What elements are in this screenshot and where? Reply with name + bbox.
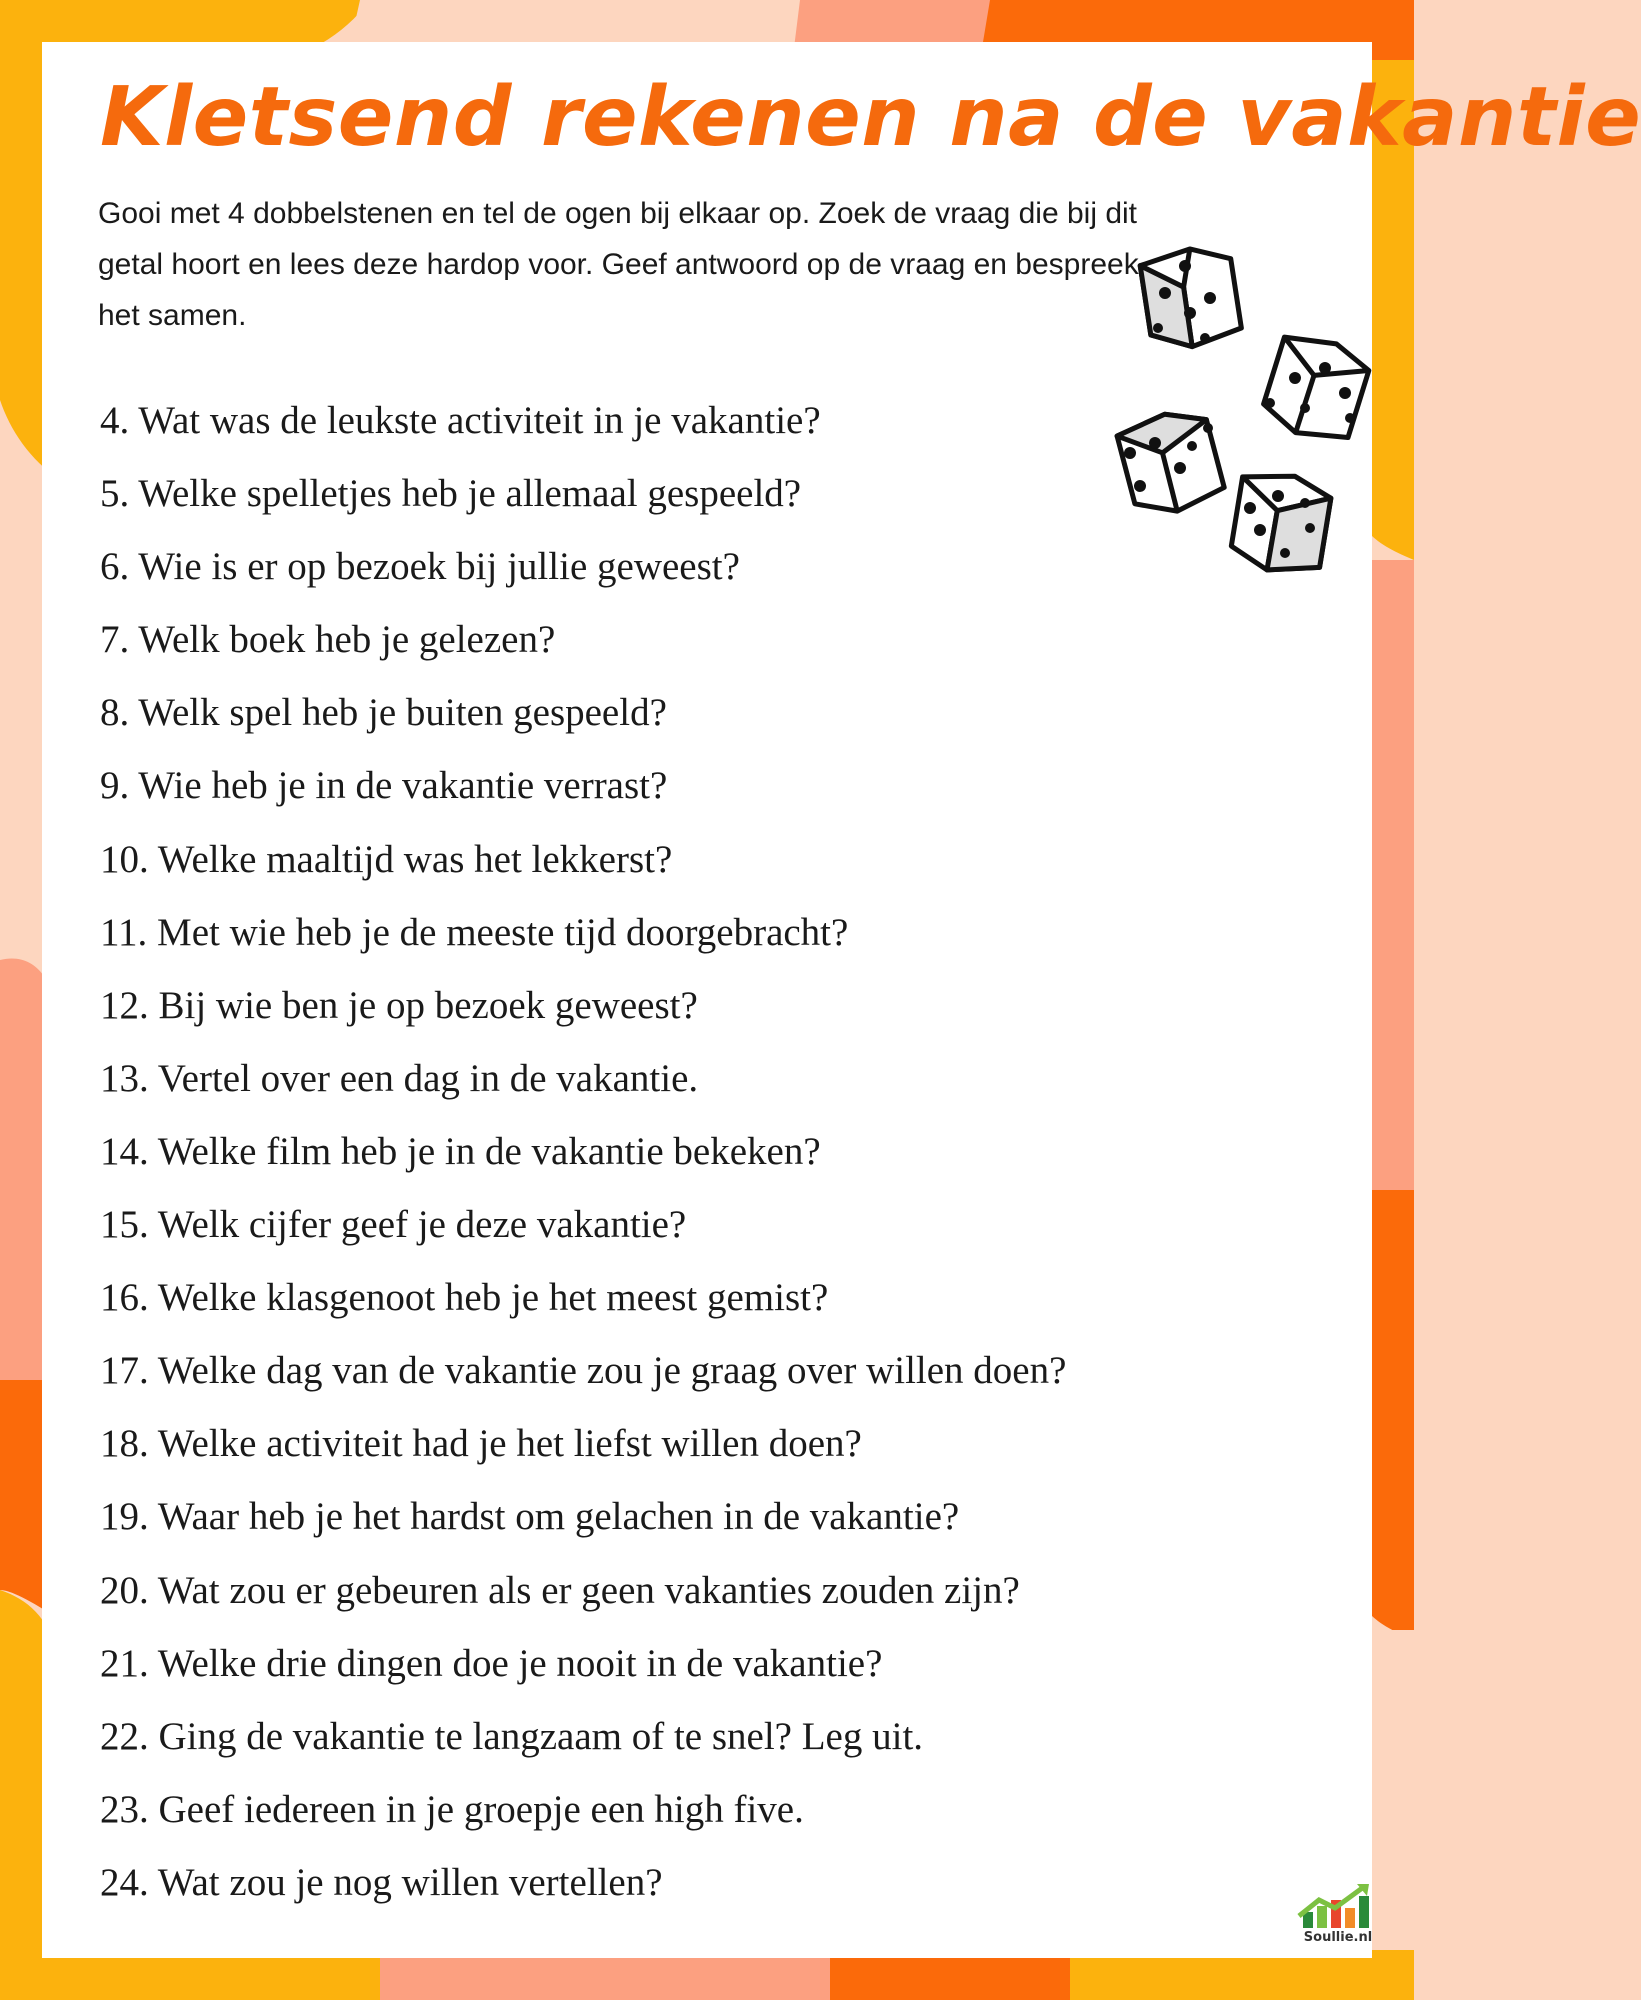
question-item: 17. Welke dag van de vakantie zou je graag over willen doen? [100,1349,1067,1393]
question-item: 7. Welk boek heb je gelezen? [100,618,556,662]
question-item: 16. Welke klasgenoot heb je het meest gemist? [100,1276,829,1320]
page-title: Kletsend rekenen na de vakantie [100,70,1641,165]
question-item: 9. Wie heb je in de vakantie verrast? [100,764,668,808]
question-item: 8. Welk spel heb je buiten gespeeld? [100,691,667,735]
question-item: 6. Wie is er op bezoek bij jullie geweest? [100,545,740,589]
worksheet-card [42,42,1641,1958]
question-item: 23. Geef iedereen in je groepje een high five. [100,1787,804,1831]
question-item: 21. Welke drie dingen doe je nooit in de vakantie? [100,1641,883,1685]
question-item: 5. Welke spelletjes heb je allemaal gespeeld? [100,472,802,516]
question-item: 15. Welk cijfer geef je deze vakantie? [100,1203,687,1247]
question-item: 22. Ging de vakantie te langzaam of te snel? Leg uit. [100,1714,924,1758]
question-item: 19. Waar heb je het hardst om gelachen in de vakantie? [100,1495,960,1539]
logo-text: Soullie.nl [1303,1930,1373,1945]
soullie-logo [1295,1882,1381,1948]
question-item: 10. Welke maaltijd was het lekkerst? [100,837,673,881]
question-item: 18. Welke activiteit had je het liefst willen doen? [100,1422,862,1466]
question-item: 20. Wat zou er gebeuren als er geen vakanties zouden zijn? [100,1568,1020,1612]
question-item: 12. Bij wie ben je op bezoek geweest? [100,983,698,1027]
question-item: 4. Wat was de leukste activiteit in je vakantie? [100,399,821,442]
question-item: 24. Wat zou je nog willen vertellen? [100,1860,663,1904]
instructions-text: Gooi met 4 dobbelstenen en tel de ogen bij elkaar op. Zoek de vraag die bij dit getal hoort en lees deze hardop voor. Geef antwoord op de vraag en bespreek het samen. [98,197,1139,332]
question-list [100,384,1066,1919]
question-item: 14. Welke film heb je in de vakantie bekeken? [100,1129,821,1173]
question-item: 13. Vertel over een dag in de vakantie. [100,1056,699,1100]
dice-icon [1110,218,1400,598]
question-item: 11. Met wie heb je de meeste tijd doorgebracht? [100,910,849,954]
growth-chart-logo-icon [1295,1882,1381,1932]
